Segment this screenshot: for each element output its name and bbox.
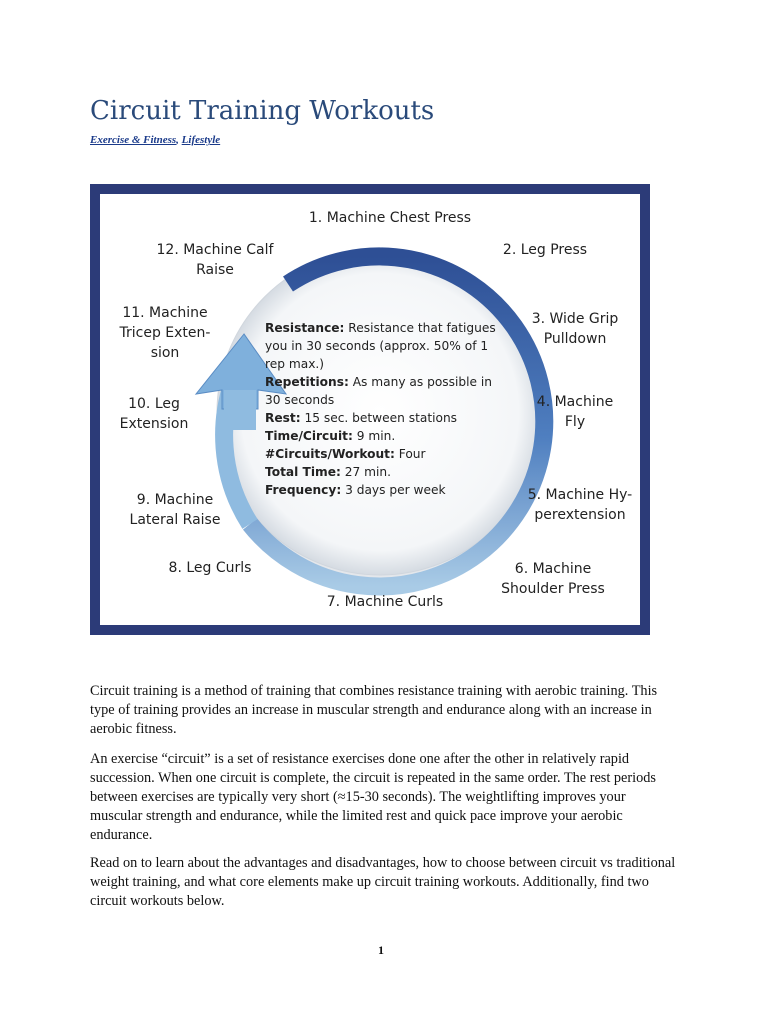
param-total-time: Total Time: 27 min.	[265, 465, 391, 479]
paragraph-read-on: Read on to learn about the advantages and disadvantages, how to choose between circuit vs traditional weight training, and what core elements make up circuit training workouts. Additionally, find two circuit workouts below.	[90, 855, 676, 909]
page-title: Circuit Training Workouts	[90, 96, 435, 126]
station-5: 5. Machine Hy- perextension	[527, 487, 633, 523]
station-6: 6. Machine Shoulder Press	[501, 561, 605, 597]
circuit-arrow-shaft	[224, 390, 256, 430]
station-7: 7. Machine Curls	[326, 594, 444, 610]
param-resistance: Resistance: Resistance that fatigues you in 30 seconds (approx. 50% of 1 rep max.)	[265, 321, 496, 371]
station-3: 3. Wide Grip Pulldown	[531, 311, 619, 347]
param-rest: Rest: 15 sec. between stations	[265, 411, 458, 425]
paragraph-intro: Circuit training is a method of training that combines resistance training with aerobic training. This type of training provides an increase in muscular strength and endurance along with an increase in aerobic fitness.	[90, 683, 658, 737]
page-number: 1	[378, 943, 384, 957]
param-frequency: Frequency: 3 days per week	[265, 483, 446, 497]
workout-parameters	[265, 319, 497, 499]
category-separator: ,	[176, 134, 182, 146]
category-links	[90, 134, 220, 146]
station-4: 4. Machine Fly	[536, 394, 614, 430]
station-10: 10. Leg Extension	[119, 396, 189, 432]
station-12: 12. Machine Calf Raise	[156, 242, 274, 278]
category-link-lifestyle[interactable]: Lifestyle	[181, 134, 221, 146]
circuit-diagram	[90, 184, 650, 635]
station-8: 8. Leg Curls	[168, 560, 252, 576]
param-circuits-workout: #Circuits/Workout: Four	[265, 447, 426, 461]
station-11: 11. Machine Tricep Exten- sion	[119, 305, 211, 361]
paragraph-circuit-definition: An exercise “circuit” is a set of resistance exercises done one after the other in relatively rapid succession. When one circuit is complete, the circuit is repeated in the same order. The rest periods between exercises are typically very short (≈15-30 seconds). The weightlifting improves your muscular strength and endurance, while the limited rest and quick pace improve your aerobic endurance.	[90, 751, 656, 843]
station-1: 1. Machine Chest Press	[308, 210, 472, 226]
circuit-diagram-canvas	[100, 194, 640, 625]
station-9: 9. Machine Lateral Raise	[129, 492, 221, 528]
param-repetitions: Repetitions: As many as possible in 30 seconds	[265, 375, 492, 407]
station-2: 2. Leg Press	[502, 242, 588, 258]
param-time-circuit: Time/Circuit: 9 min.	[265, 429, 396, 443]
category-link-exercise-fitness[interactable]: Exercise & Fitness	[90, 134, 177, 146]
